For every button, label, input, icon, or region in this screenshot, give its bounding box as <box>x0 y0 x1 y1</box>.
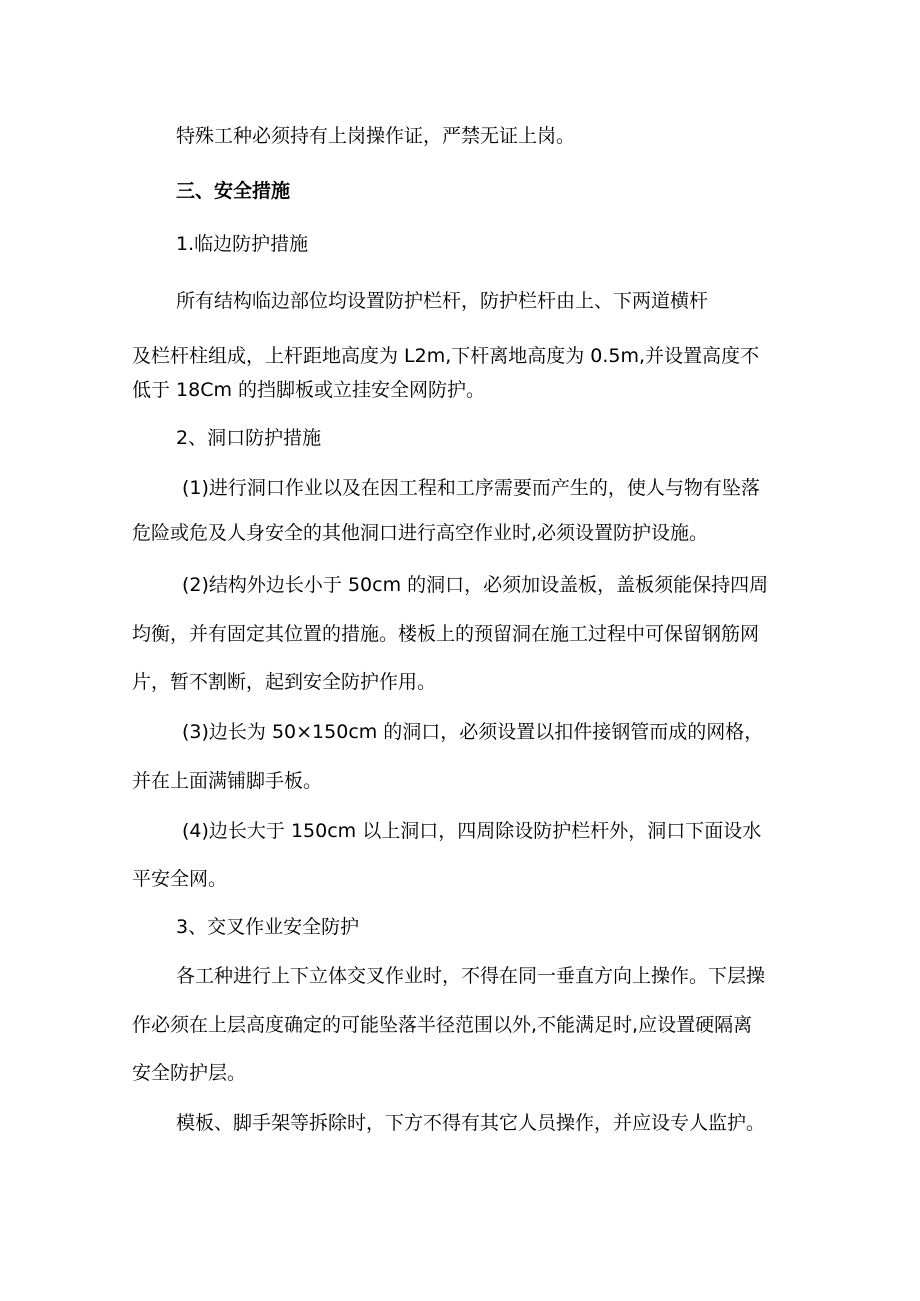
paragraph-opening-3-line-1: (3)边长为 50×150cm 的洞口，必须设置以扣件接钢管而成的网格， <box>182 721 764 743</box>
paragraph-opening-2-line-1: (2)结构外边长小于 50cm 的洞口，必须加设盖板，盖板须能保持四周 <box>182 574 769 596</box>
paragraph-cross-operation-line-3: 安全防护层。 <box>132 1062 247 1084</box>
paragraph-cross-operation-line-1: 各工种进行上下立体交叉作业时，不得在同一垂直方向上操作。下层操 <box>176 965 766 987</box>
paragraph-opening-4-line-2: 平安全网。 <box>132 868 228 890</box>
paragraph-edge-protection-line-3: 低于 18Cm 的挡脚板或立挂安全网防护。 <box>132 379 486 401</box>
paragraph-special-workers: 特殊工种必须持有上岗操作证，严禁无证上岗。 <box>176 125 576 147</box>
paragraph-opening-2-line-3: 片，暂不割断，起到安全防护作用。 <box>132 671 437 693</box>
paragraph-cross-operation-line-2: 作必须在上层高度确定的可能坠落半径范围以外,不能满足时,应设置硬隔离 <box>132 1014 753 1036</box>
paragraph-opening-4-line-1: (4)边长大于 150cm 以上洞口，四周除设防护栏杆外，洞口下面设水 <box>182 820 762 842</box>
paragraph-opening-3-line-2: 并在上面满铺脚手板。 <box>132 770 323 792</box>
subheading-edge-protection: 1.临边防护措施 <box>176 233 309 255</box>
paragraph-opening-1-line-1: (1)进行洞口作业以及在因工程和工序需要而产生的，使人与物有坠落 <box>182 477 760 499</box>
paragraph-edge-protection-line-2: 及栏杆柱组成，上杆距地高度为 L2m,下杆离地高度为 0.5m,并设置高度不 <box>132 345 760 367</box>
paragraph-opening-2-line-2: 均衡，并有固定其位置的措施。楼板上的预留洞在施工过程中可保留钢筋网 <box>132 623 760 645</box>
paragraph-opening-1-line-2: 危险或危及人身安全的其他洞口进行高空作业时,必须设置防护设施。 <box>132 522 709 544</box>
subheading-opening-protection: 2、洞口防护措施 <box>176 427 322 449</box>
subheading-cross-operation: 3、交叉作业安全防护 <box>176 916 360 938</box>
paragraph-edge-protection-line-1: 所有结构临边部位均设置防护栏杆，防护栏杆由上、下两道横杆 <box>176 290 709 312</box>
section-heading-safety-measures: 三、安全措施 <box>176 180 291 202</box>
paragraph-dismantling: 模板、脚手架等拆除时，下方不得有其它人员操作，并应设专人监护。 <box>176 1112 766 1134</box>
